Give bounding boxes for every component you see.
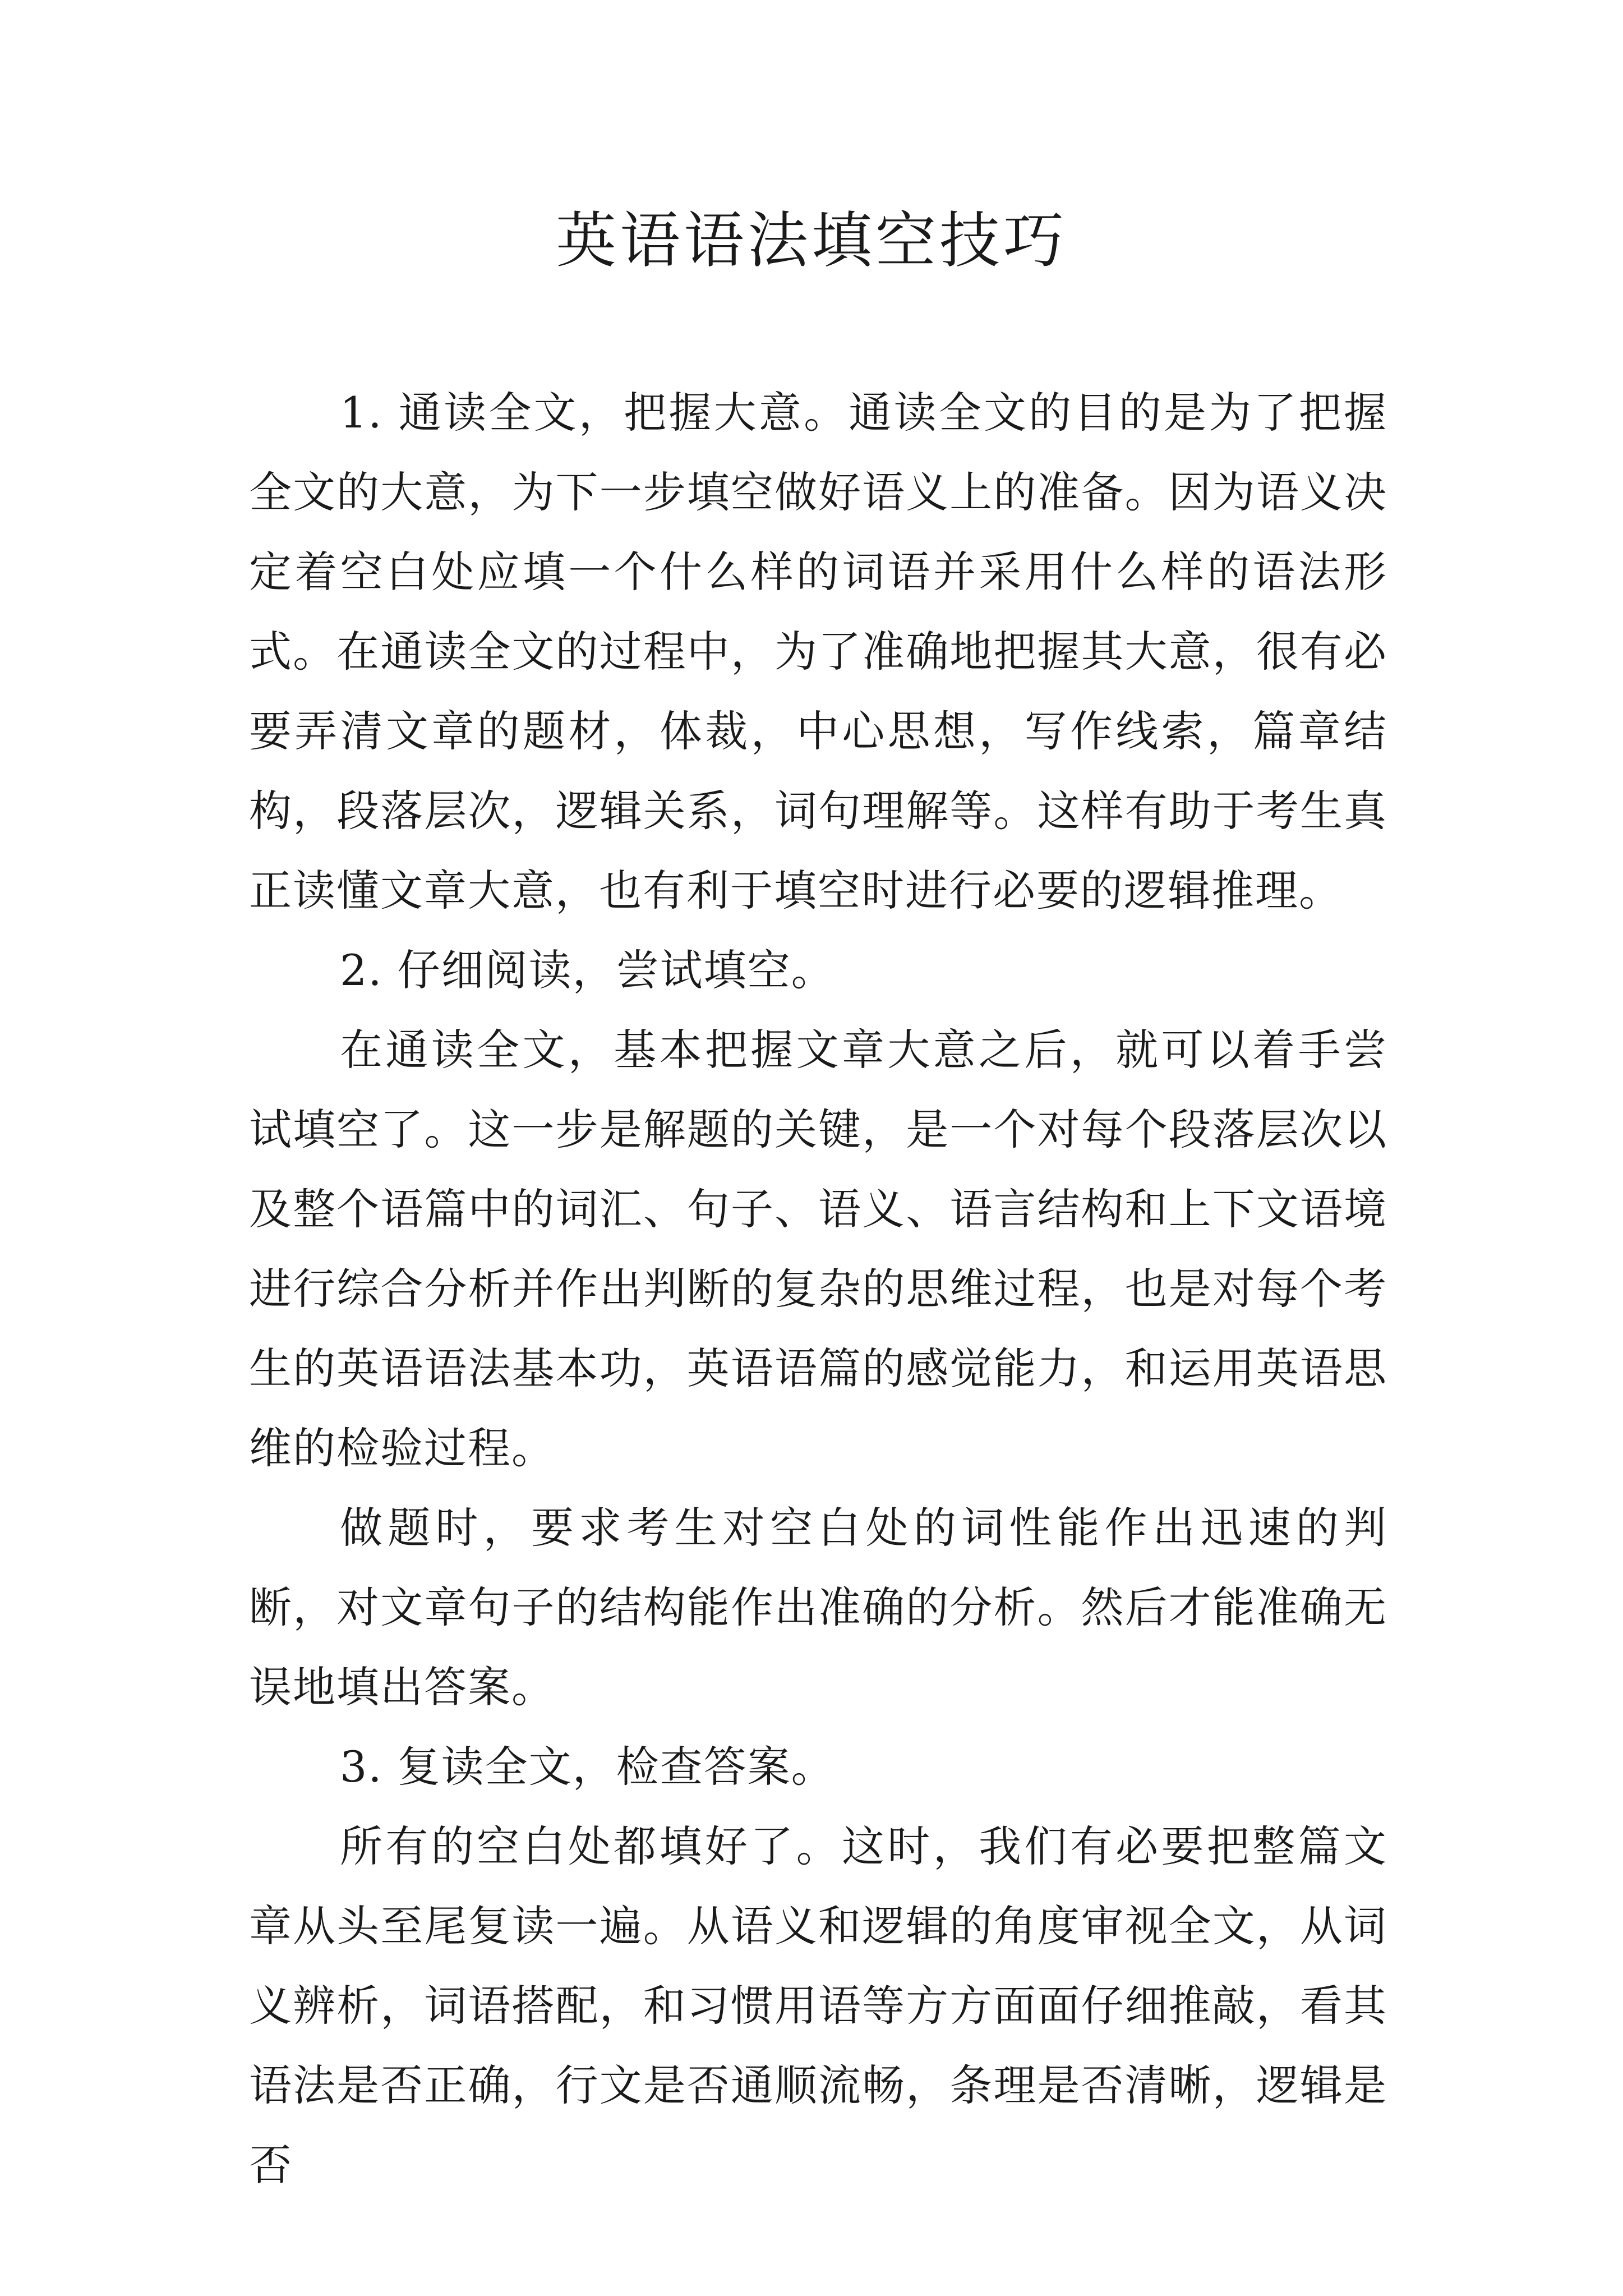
document-body: [249, 373, 1387, 2205]
paragraph-4: 做题时，要求考生对空白处的词性能作出迅速的判断，对文章句子的结构能作出准确的分析。然后才能准确无误地填出答案。: [249, 1503, 1387, 1712]
paragraph-3: 在通读全文，基本把握文章大意之后，就可以着手尝试填空了。这一步是解题的关键，是一个对每个段落层次以及整个语篇中的词汇、句子、语义、语言结构和上下文语境进行综合分析并作出判断的复杂的思维过程，也是对每个考生的英语语法基本功，英语语篇的感觉能力，和运用英语思维的检验过程。: [249, 1025, 1387, 1473]
document-title: 英语语法填空技巧: [555, 206, 1067, 276]
paragraph-6: 所有的空白处都填好了。这时，我们有必要把整篇文章从头至尾复读一遍。从语义和逻辑的角度审视全文，从词义辨析，词语搭配，和习惯用语等方方面面仔细推敲，看其语法是否正确，行文是否通顺流畅，条理是否清晰，逻辑是否: [249, 1821, 1387, 2190]
paragraph-1: 1. 通读全文，把握大意。通读全文的目的是为了把握全文的大意，为下一步填空做好语义上的准备。因为语义决定着空白处应填一个什么样的词语并采用什么样的语法形式。在通读全文的过程中，为了准确地把握其大意，很有必要弄清文章的题材，体裁，中心思想，写作线索，篇章结构，段落层次，逻辑关系，词句理解等。这样有助于考生真正读懂文章大意，也有利于填空时进行必要的逻辑推理。: [249, 388, 1387, 915]
paragraph-5: 3. 复读全文，检查答案。: [340, 1742, 835, 1792]
paragraph-2: 2. 仔细阅读，尝试填空。: [340, 945, 835, 995]
